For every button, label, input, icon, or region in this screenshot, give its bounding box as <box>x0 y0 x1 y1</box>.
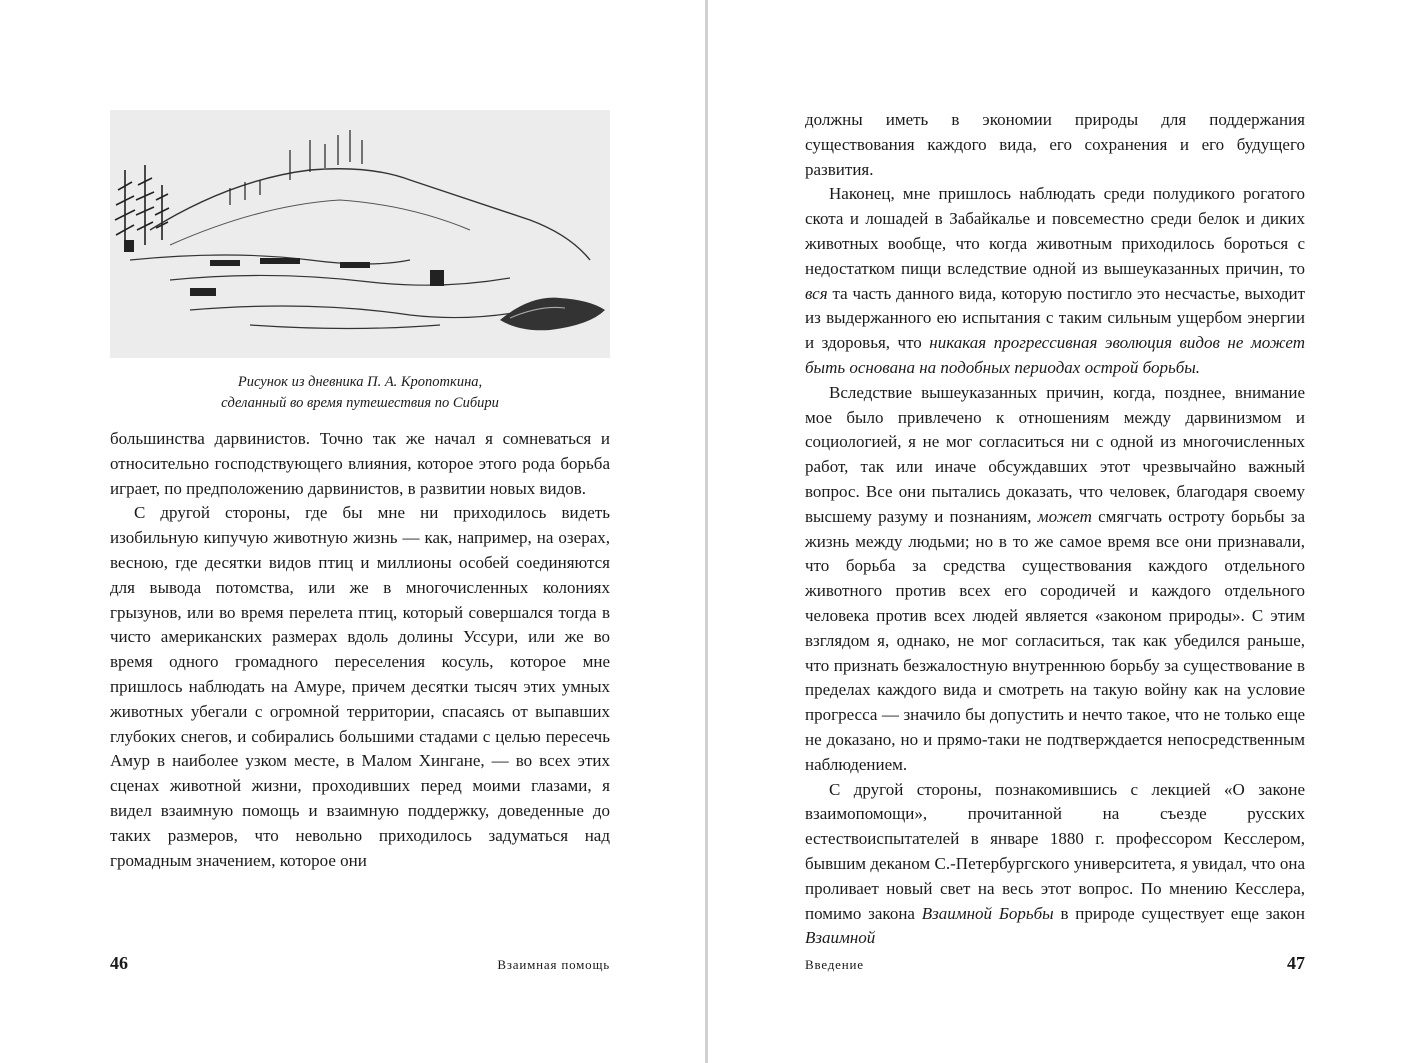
page-number: 46 <box>110 953 128 973</box>
left-page-footer <box>110 953 610 977</box>
paragraph <box>805 381 1305 778</box>
right-page <box>805 0 1305 1063</box>
left-page-body <box>110 427 610 873</box>
page-number: 47 <box>1287 953 1305 973</box>
paragraph: С другой стороны, где бы мне ни приходилось видеть изобильную кипучую животную жизнь — как, например, на озерах, весною, где десятки видов птиц и миллионы особей соединяются для вывода потомства, или же в многочисленных колониях грызунов, или во время перелета птиц, который совершался тогда в чисто американских размерах вдоль долины Уссури, или же во время одного громадного переселения косуль, которое мне пришлось наблюдать на Амуре, причем десятки тысяч этих умных животных убегали с огромной территории, спасаясь от выпавших глубоких снегов, и собирались большими стадами с целью пересечь Амур в наиболее узком месте, в Малом Хингане, — во всех этих сценах животной жизни, проходивших перед моими глазами, я видел взаимную помощь и взаимную поддержку, доведенные до таких размеров, что невольно приходилось задуматься над громадным значением, которое они <box>110 503 610 870</box>
text-run: Наконец, мне пришлось наблюдать среди полудикого рогатого скота и лошадей в Забайкалье и повсеместно среди белок и диких животных вообще, что когда животным приходилось бороться с недостатком пищи вследствие одной из вышеуказанных причин, то <box>805 184 1305 278</box>
running-head: Введение <box>805 957 864 972</box>
text-run: Вследствие вышеуказанных причин, когда, позднее, внимание мое было привлечено к отношениям между дарвинизмом и социологией, я не мог согласиться ни с одной из многочисленных работ, так или иначе обсуждавших этот чрезвычайно важный вопрос. Все они пытались доказать, что человек, благодаря своему высшему разуму и познаниям, <box>805 382 1305 526</box>
right-page-footer <box>805 953 1305 977</box>
italic-run: может <box>1037 506 1092 526</box>
text-run: та часть данного вида, которую постигло это несчастье, выходит из выдержанного ею испытания с таким сильным ущербом энергии и здоровья, что <box>805 283 1305 353</box>
italic-run: Взаимной Борьбы <box>921 903 1054 923</box>
figure-caption <box>110 372 610 414</box>
right-page-body <box>805 108 1305 951</box>
diary-sketch-illustration <box>110 110 610 358</box>
italic-run: никакая прогрессивная эволюция видов не может быть основана на подобных периодах острой борьбы. <box>805 333 1305 377</box>
left-page <box>110 0 610 1063</box>
text-run: С другой стороны, познакомившись с лекцией «О законе взаимопомощи», прочитанной на съезде русских естествоиспытателей в январе 1880 г. профессором Кесслером, бывшим деканом С.-Петербургского университета, я увидал, что она проливает новый свет на весь этот вопрос. По мнению Кесслера, помимо закона <box>805 779 1305 923</box>
paragraph <box>805 182 1305 380</box>
sketch-drawing <box>110 110 610 358</box>
paragraph: большинства дарвинистов. Точно так же начал я сомневаться и относительно господствующего влияния, которое этого рода борьба играет, по предположению дарвинистов, в развитии новых видов. <box>110 429 610 498</box>
caption-line-2: сделанный во время путешествия по Сибири <box>221 395 499 411</box>
caption-line-1: Рисунок из дневника П. А. Кропоткина, <box>237 374 483 390</box>
paragraph: должны иметь в экономии природы для поддержания существования каждого вида, его сохранения и его будущего развития. <box>805 110 1305 179</box>
italic-run: Взаимной <box>805 928 876 948</box>
text-run: в природе существует еще закон <box>1053 903 1305 923</box>
paragraph <box>805 778 1305 952</box>
book-gutter <box>705 0 708 1063</box>
text-run: смягчать остроту борьбы за жизнь между людьми; но в то же самое время все они признавали, что борьба за средства существования каждого отдельного животного против всех его сородичей и каждого отдельного человека против всех людей является «законом природы». С этим взглядом я, однако, не мог согласиться, так как убедился раньше, что признать безжалостную внутреннюю борьбу за существование в пределах каждого вида и смотреть на такую войну как на условие прогресса — значило бы допустить и нечто такое, что не только еще не доказано, но и прямо-таки не подтверждается непосредственным наблюдением. <box>805 506 1305 774</box>
italic-run: вся <box>805 283 828 303</box>
running-head: Взаимная помощь <box>497 957 610 972</box>
